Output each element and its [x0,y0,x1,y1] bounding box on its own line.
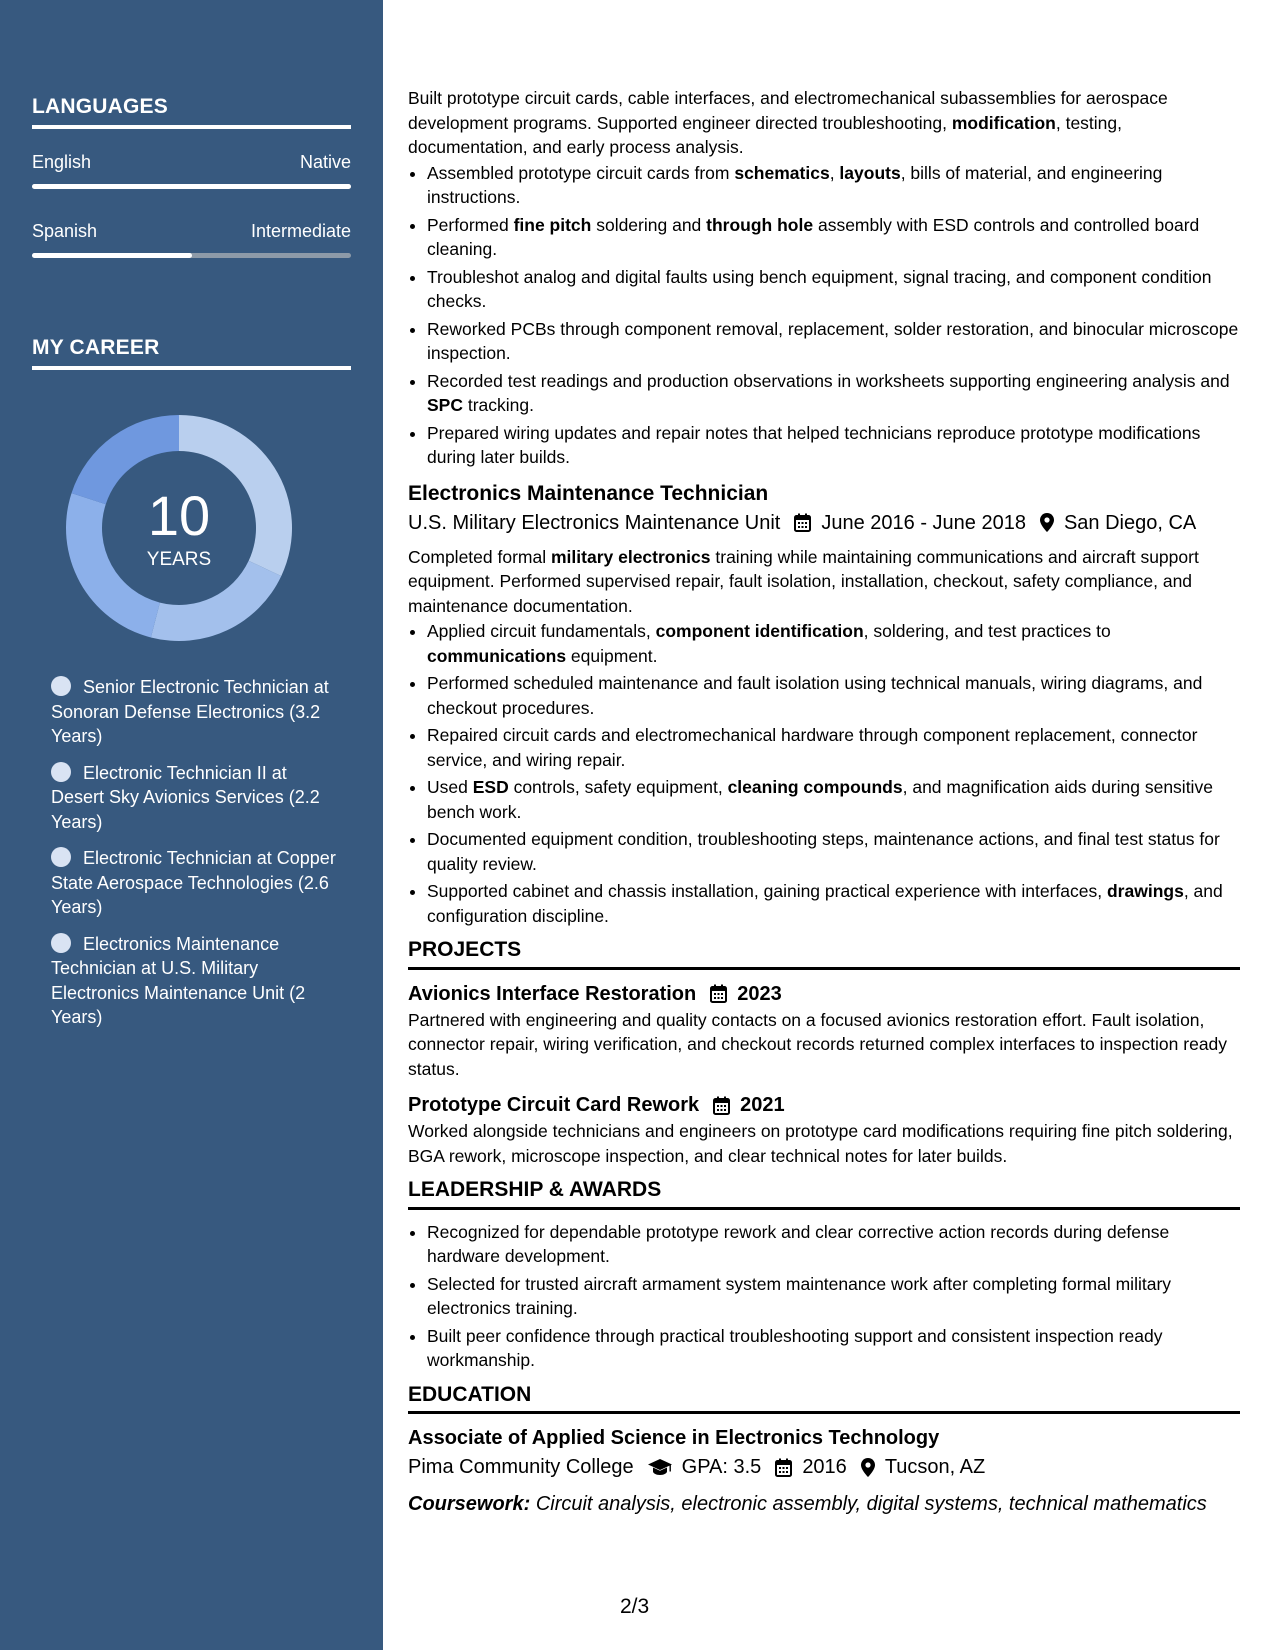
school-location: Tucson, AZ [884,1456,986,1478]
career-years-number: 10 [147,484,211,547]
graduation-cap-icon [648,1458,672,1476]
location-pin-icon [1040,513,1054,532]
sidebar [0,0,383,1650]
degree-title: Associate of Applied Science in Electronics Technology [408,1427,940,1449]
legend-dot-icon [51,933,71,953]
job-bullet: • Documented equipment condition, troubleshooting steps, maintenance actions, and final test status for quality review. [427,827,1240,876]
language-level: Native [299,152,351,172]
job-bullet: • Recorded test readings and production observations in worksheets supporting engineering analysis and SPC tracking. [427,369,1240,418]
job-bullet: • Supported cabinet and chassis installation, gaining practical experience with interfaces, drawings, and configuration discipline. [427,879,1240,928]
career-item-text: Senior Electronic Technician at Sonoran Defense Electronics (3.2 Years) [51,677,329,746]
award-item: • Recognized for dependable prototype rework and clear corrective action records during defense hardware development. [427,1220,1240,1269]
project-description: Partnered with engineering and quality contacts on a focused avionics restoration effort. Fault isolation, connector repair, wiring verification, and checkout records returned complex interfaces to inspection ready status. [408,1009,1228,1079]
location-pin-icon [861,1458,875,1477]
education-heading: EDUCATION [408,1383,1240,1415]
career-list [51,675,336,1042]
calendar-icon [713,1096,730,1115]
job-company: U.S. Military Electronics Maintenance Unit [408,511,781,534]
legend-dot-icon [51,676,71,696]
page-number: 2/3 [620,1595,650,1618]
coursework [408,1489,1240,1519]
job-bullet: • Performed fine pitch soldering and through hole assembly with ESD controls and controlled board cleaning. [427,213,1240,262]
career-item [51,846,336,920]
job-bullet: • Prepared wiring updates and repair notes that helped technicians reproduce prototype modifications during later builds. [427,421,1240,470]
education-meta [408,1452,1240,1482]
job-bullet: • Reworked PCBs through component removal, replacement, solder restoration, and binocular microscope inspection. [427,317,1240,366]
job-location: San Diego, CA [1063,511,1197,534]
language-bar-fill [32,184,351,189]
award-item: • Built peer confidence through practical troubleshooting support and consistent inspection ready workmanship. [427,1324,1240,1373]
calendar-icon [794,513,811,532]
job-bullet: • Repaired circuit cards and electromechanical hardware through component replacement, connector service, and wiring repair. [427,723,1240,772]
career-item [51,761,336,835]
job-bullets [408,161,1240,470]
projects-heading: PROJECTS [408,938,1240,970]
job-title: Electronics Maintenance Technician [408,481,769,505]
job-dates: June 2016 - June 2018 [821,511,1026,534]
main-content [408,86,1240,1519]
graduation-year: 2016 [802,1456,847,1478]
award-item: • Selected for trusted aircraft armament system maintenance work after completing formal military electronics training. [427,1272,1240,1321]
career-heading: MY CAREER [32,336,351,370]
job-summary: Built prototype circuit cards, cable interfaces, and electromechanical subassemblies for aerospace development programs. Supported engineer directed troubleshooting, modification, testing, documentation, and early process analysis. [408,88,1168,157]
job-bullet: • Troubleshot analog and digital faults using bench equipment, signal tracing, and component condition checks. [427,265,1240,314]
awards-list [408,1220,1240,1373]
legend-dot-icon [51,847,71,867]
job-bullet: • Performed scheduled maintenance and fault isolation using technical manuals, wiring diagrams, and checkout procedures. [427,671,1240,720]
job-meta [408,508,1240,538]
language-name: Spanish [32,221,98,241]
project-year: 2023 [737,982,782,1005]
coursework-text: Circuit analysis, electronic assembly, digital systems, technical mathematics [535,1493,1207,1515]
project-title-row [408,980,1240,1008]
career-item [51,675,336,749]
project-item [408,980,1240,1082]
project-year: 2021 [740,1094,785,1116]
calendar-icon [710,984,727,1003]
project-description: Worked alongside technicians and engineers on prototype card modifications requiring fine pitch soldering, BGA rework, microscope inspection, and clear technical notes for later builds. [408,1121,1233,1166]
language-level: Intermediate [250,221,351,241]
calendar-icon [775,1458,792,1477]
career-item-text: Electronic Technician II at Desert Sky Avionics Services (2.2 Years) [51,762,320,832]
project-title-row [408,1091,1240,1119]
language-bar-spanish [32,253,351,258]
school-name: Pima Community College [408,1456,634,1478]
project-item [408,1091,1240,1168]
job-summary: Completed formal military electronics training while maintaining communications and aircraft support equipment. Performed supervised repair, fault isolation, installation, checkout, safety compliance, and maintenance documentation. [408,546,1199,616]
language-bar-english [32,184,351,189]
language-row-english [32,152,351,173]
project-title: Avionics Interface Restoration [408,982,697,1005]
career-item-text: Electronics Maintenance Technician at U.S. Military Electronics Maintenance Unit (2 Years) [51,933,306,1027]
job-bullet: • Used ESD controls, safety equipment, cleaning compounds, and magnification aids during sensitive bench work. [427,775,1240,824]
project-title: Prototype Circuit Card Rework [408,1094,700,1116]
career-item [51,932,336,1030]
language-bar-fill [32,253,192,258]
donut-slice [151,561,281,641]
career-years-label: YEARS [146,549,212,570]
legend-dot-icon [51,762,71,782]
language-name: English [32,152,92,172]
job-bullets [408,619,1240,928]
job-bullet: • Assembled prototype circuit cards from schematics, layouts, bills of material, and engineering instructions. [427,161,1240,210]
languages-heading: LANGUAGES [32,95,351,129]
awards-heading: LEADERSHIP & AWARDS [408,1178,1240,1210]
gpa: GPA: 3.5 [681,1456,762,1478]
language-row-spanish [32,221,351,242]
coursework-label: Coursework: [408,1493,531,1515]
career-item-text: Electronic Technician at Copper State Aerospace Technologies (2.6 Years) [51,848,336,917]
job-bullet: • Applied circuit fundamentals, component identification, soldering, and test practices to communications equipment. [427,619,1240,668]
